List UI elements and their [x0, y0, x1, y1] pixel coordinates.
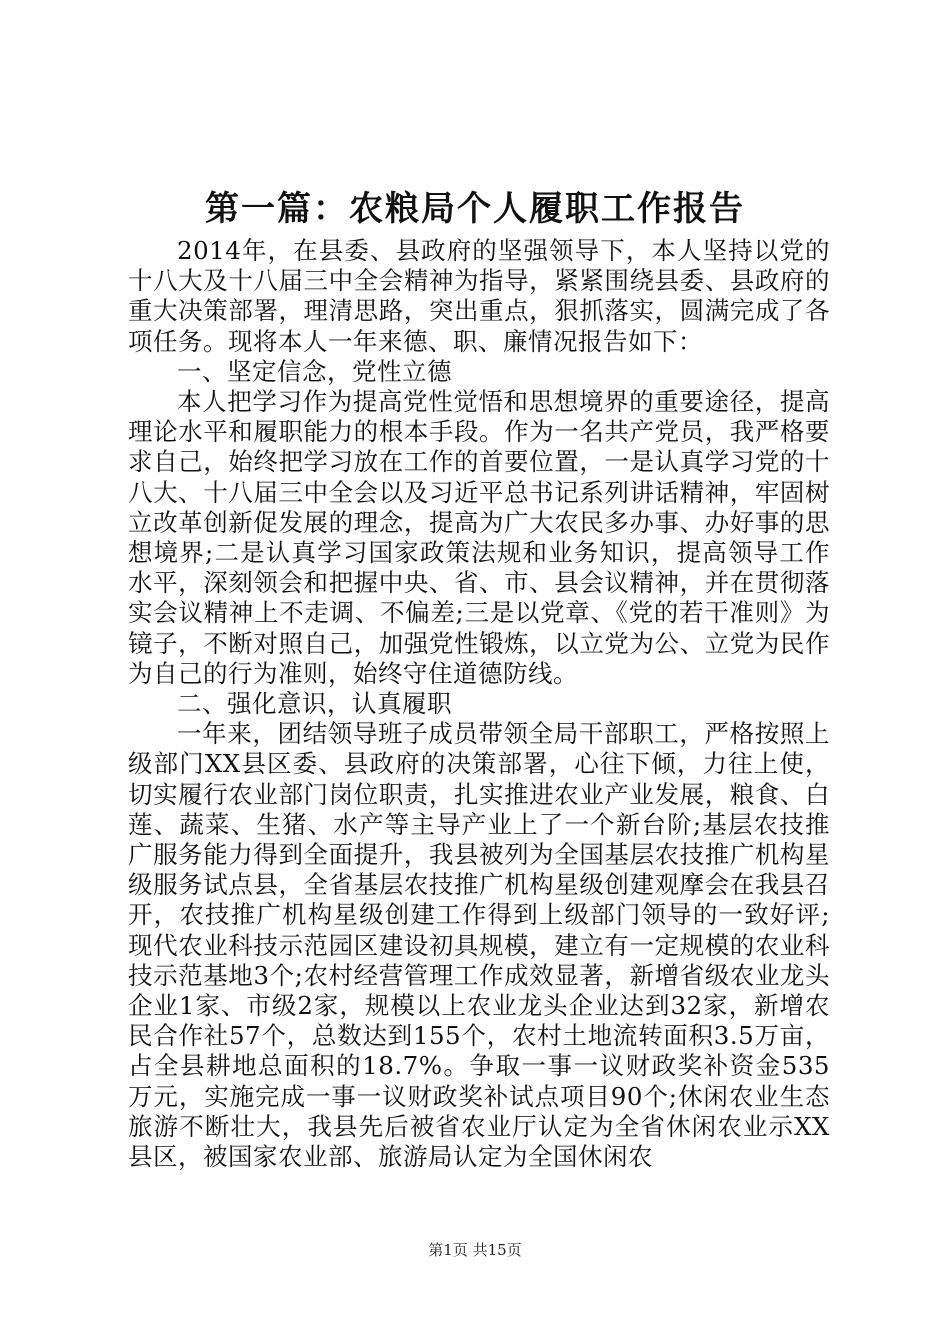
- section-2-paragraph: 一年来，团结领导班子成员带领全局干部职工，严格按照上级部门XX县区委、县政府的决策部署，心往下倾，力往上使，切实履行农业部门岗位职责，扎实推进农业产业发展，粮食、白莲、蔬菜、生猪、水产等主导产业上了一个新台阶;基层农技推广服务能力得到全面提升，我县被列为全国基层农技推广机构星级服务试点县，全省基层农技推广机构星级创建观摩会在我县召开，农技推广机构星级创建工作得到上级部门领导的一致好评;现代农业科技示范园区建设初具规模，建立有一定规模的农业科技示范基地3个;农村经营管理工作成效显著，新增省级农业龙头企业1家、市级2家，规模以上农业龙头企业达到32家，新增农民合作社57个，总数达到155个，农村土地流转面积3.5万亩，占全县耕地总面积的18.7%。争取一事一议财政奖补资金535万元，实施完成一事一议财政奖补试点项目90个;休闲农业生态旅游不断壮大，我县先后被省农业厅认定为全省休闲农业示XX县区，被国家农业部、旅游局认定为全国休闲农: [128, 719, 830, 1172]
- section-heading-1: 一、坚定信念，党性立德: [177, 356, 452, 386]
- document-title: 第一篇：农粮局个人履职工作报告: [205, 189, 745, 229]
- document-body: [128, 236, 830, 1172]
- intro-paragraph: 2014年，在县委、县政府的坚强领导下，本人坚持以党的十八大及十八届三中全会精神为指导，紧紧围绕县委、县政府的重大决策部署，理清思路，突出重点，狠抓落实，圆满完成了各项任务。现将本人一年来德、职、廉情况报告如下：: [128, 236, 830, 356]
- section-heading-2: 二、强化意识，认真履职: [177, 689, 452, 719]
- page-number-footer: 第1页 共15页: [428, 1241, 522, 1259]
- section-1-paragraph: 本人把学习作为提高党性觉悟和思想境界的重要途径，提高理论水平和履职能力的根本手段。作为一名共产党员，我严格要求自己，始终把学习放在工作的首要位置，一是认真学习党的十八大、十八届三中全会以及习近平总书记系列讲话精神，牢固树立改革创新促发展的理念，提高为广大农民多办事、办好事的思想境界;二是认真学习国家政策法规和业务知识，提高领导工作水平，深刻领会和把握中央、省、市、县会议精神，并在贯彻落实会议精神上不走调、不偏差;三是以党章、《党的若干准则》为镜子，不断对照自己，加强党性锻炼，以立党为公、立党为民作为自己的行为准则，始终守住道德防线。: [128, 387, 830, 688]
